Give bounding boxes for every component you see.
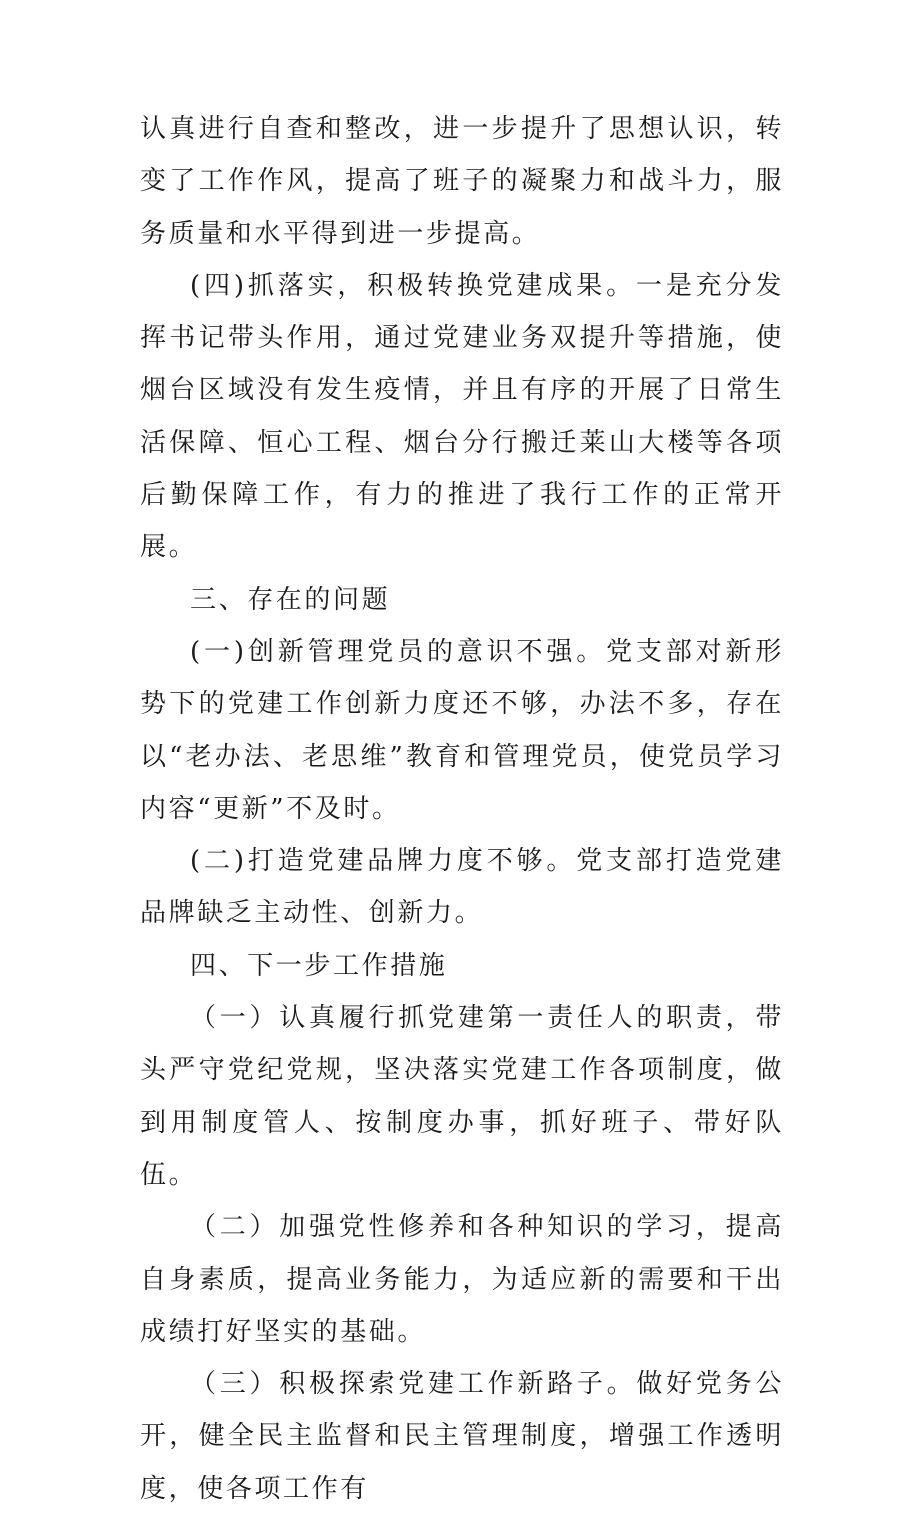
paragraph-problem-one: (一)创新管理党员的意识不强。党支部对新形势下的党建工作创新力度还不够，办法不多，存在以“老办法、老思维”教育和管理党员，使党员学习内容“更新”不及时。 — [140, 636, 784, 824]
paragraph-continuation: 认真进行自查和整改，进一步提升了思想认识，转变了工作作风，提高了班子的凝聚力和战斗力，服务质量和水平得到进一步提高。 — [140, 114, 784, 249]
paragraph-measure-one: （一）认真履行抓党建第一责任人的职责，带头严守党纪党规，坚决落实党建工作各项制度，做到用制度管人、按制度办事，抓好班子、带好队伍。 — [140, 1003, 784, 1190]
paragraph-problem-two: (二)打造党建品牌力度不够。党支部打造党建品牌缺乏主动性、创新力。 — [140, 846, 784, 929]
paragraph-measure-two: （二）加强党性修养和各种知识的学习，提高自身素质，提高业务能力，为适应新的需要和干出成绩打好坚实的基础。 — [140, 1212, 784, 1347]
paragraph-measure-three: （三）积极探索党建工作新路子。做好党务公开，健全民主监督和民主管理制度，增强工作透明度，使各项工作有 — [140, 1369, 784, 1504]
document-body — [140, 103, 784, 1515]
section-heading-problems: 三、存在的问题 — [190, 584, 391, 615]
section-heading-next-steps: 四、下一步工作措施 — [190, 950, 448, 981]
paragraph-item-four: (四)抓落实，积极转换党建成果。一是充分发挥书记带头作用，通过党建业务双提升等措施，使烟台区域没有发生疫情，并且有序的开展了日常生活保障、恒心工程、烟台分行搬迁莱山大楼等各项后勤保障工作，有力的推进了我行工作的正常开展。 — [140, 270, 784, 563]
